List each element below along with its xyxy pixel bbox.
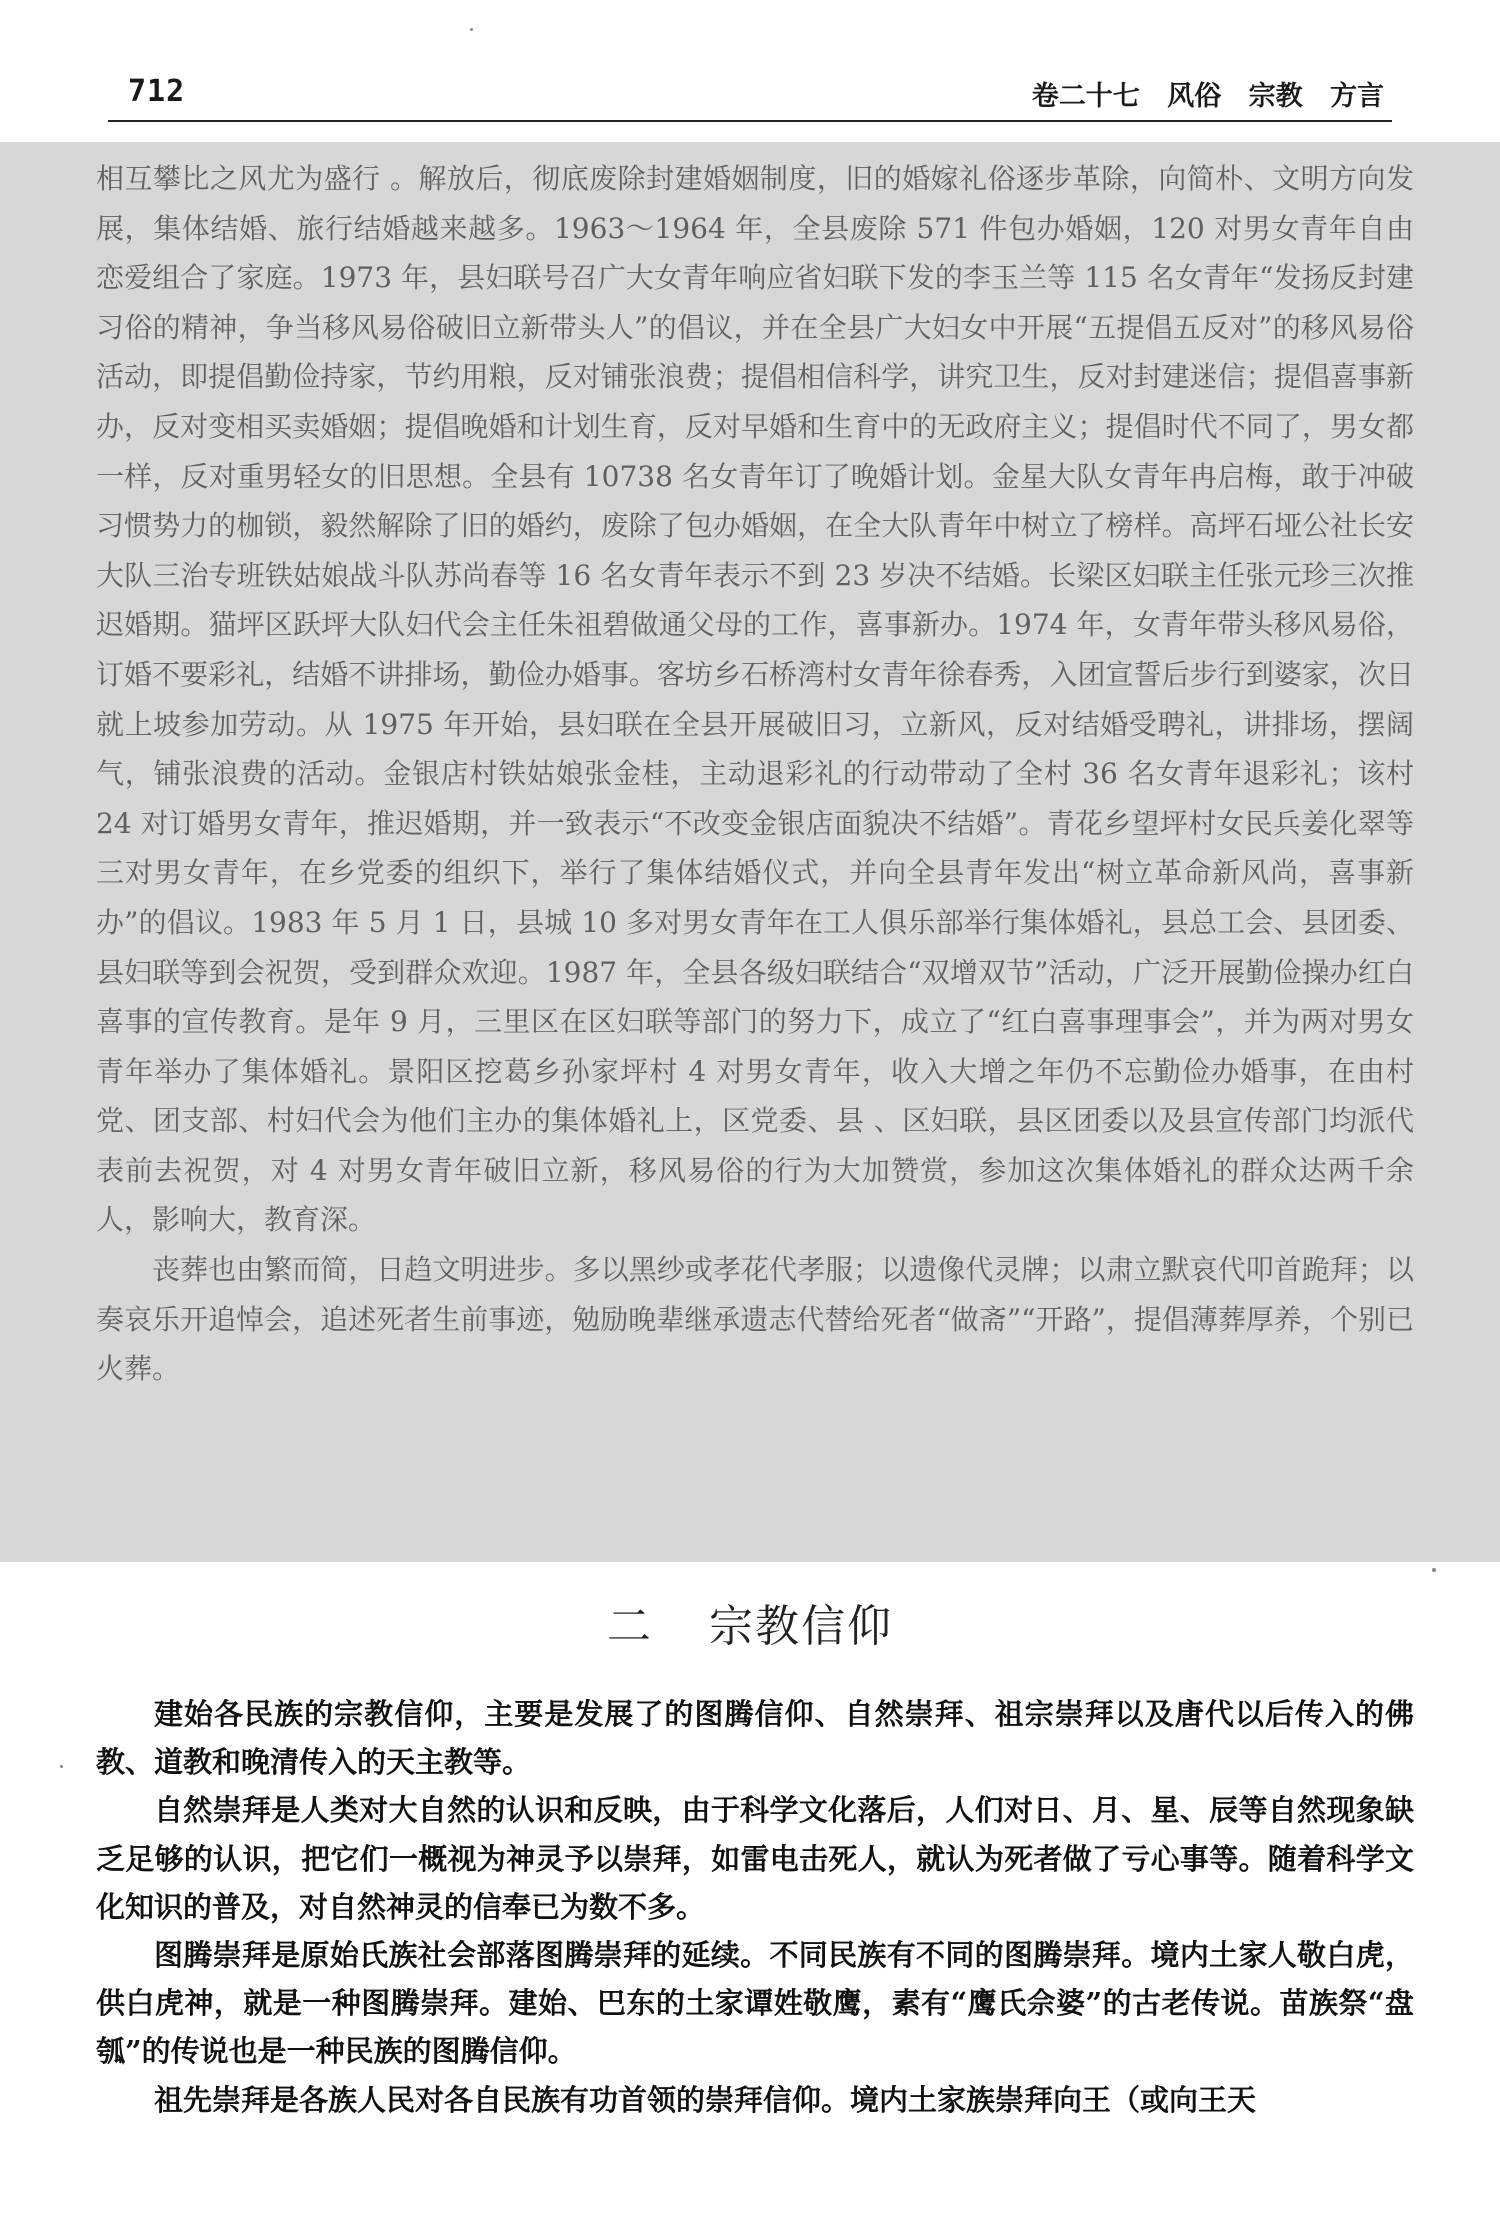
section-heading [0,1590,1500,1654]
shaded-paragraph-marriage: 相互攀比之风尤为盛行 。解放后，彻底废除封建婚姻制度，旧的婚嫁礼俗逐步革除，向简朴、文明方向发展，集体结婚、旅行结婚越来越多。1963～1964 年，全县废除 571 件包办婚姻，120 对男女青年自由恋爱组合了家庭。1973 年，县妇联号召广大女青年响应省妇联下发的李玉兰等 115 名女青年“发扬反封建习俗的精神，争当移风易俗破旧立新带头人”的倡议，并在全县广大妇女中开展“五提倡五反对”的移风易俗活动，即提倡勤俭持家，节约用粮，反对铺张浪费；提倡相信科学，讲究卫生，反对封建迷信；提倡喜事新办，反对变相买卖婚姻；提倡晚婚和计划生育，反对早婚和生育中的无政府主义；提倡时代不同了，男女都一样，反对重男轻女的旧思想。全县有 10738 名女青年订了晚婚计划。金星大队女青年冉启梅，敢于冲破习惯势力的枷锁，毅然解除了旧的婚约，废除了包办婚姻，在全大队青年中树立了榜样。高坪石垭公社长安大队三治专班铁姑娘战斗队苏尚春等 16 名女青年表示不到 23 岁决不结婚。长梁区妇联主任张元珍三次推迟婚期。猫坪区跃坪大队妇代会主任朱祖碧做通父母的工作，喜事新办。1974 年，女青年带头移风易俗，订婚不要彩礼，结婚不讲排场，勤俭办婚事。客坊乡石桥湾村女青年徐春秀，入团宣誓后步行到婆家，次日就上坡参加劳动。从 1975 年开始，县妇联在全县开展破旧习，立新风，反对结婚受聘礼，讲排场，摆阔气，铺张浪费的活动。金银店村铁姑娘张金桂，主动退彩礼的行动带动了全村 36 名女青年退彩礼；该村 24 对订婚男女青年，推迟婚期，并一致表示“不改变金银店面貌决不结婚”。青花乡望坪村女民兵姜化翠等三对男女青年，在乡党委的组织下，举行了集体结婚仪式，并向全县青年发出“树立革命新风尚，喜事新办”的倡议。1983 年 5 月 1 日，县城 10 多对男女青年在工人俱乐部举行集体婚礼，县总工会、县团委、县妇联等到会祝贺，受到群众欢迎。1987 年，全县各级妇联结合“双增双节”活动，广泛开展勤俭操办红白喜事的宣传教育。是年 9 月，三里区在区妇联等部门的努力下，成立了“红白喜事理事会”，并为两对男女青年举办了集体婚礼。景阳区挖葛乡孙家坪村 4 对男女青年，收入大增之年仍不忘勤俭办婚事，在由村党、团支部、村妇代会为他们主办的集体婚礼上，区党委、县 、区妇联，县区团委以及县宣传部门均派代表前去祝贺，对 4 对男女青年破旧立新，移风易俗的行为大加赞赏，参加这次集体婚礼的群众达两千余人，影响大，教育深。 [96,162,1414,1237]
section-title: 宗教信仰 [709,1601,893,1652]
page-header [108,60,1392,122]
page-number: 712 [128,74,186,109]
shaded-text-block [0,142,1500,1562]
shaded-paragraph-funeral: 丧葬也由繁而简，日趋文明进步。多以黑纱或孝花代孝服；以遗像代灵牌；以肃立默哀代叩首跪拜；以奏哀乐开追悼会，追述死者生前事迹，勉励晚辈继承遗志代替给死者“做斋”“开路”，提倡薄葬厚养，个别已火葬。 [96,1253,1414,1386]
body-paragraph-totem-worship: 图腾崇拜是原始氏族社会部落图腾崇拜的延续。不同民族有不同的图腾崇拜。境内土家人敬白虎，供白虎神，就是一种图腾崇拜。建始、巴东的土家谭姓敬鹰，素有“鹰氏佘婆”的古老传说。苗族祭“盘瓠”的传说也是一种民族的图腾信仰。 [96,1938,1414,2069]
scan-speck [470,28,473,31]
section-number: 二 [607,1601,653,1652]
scan-speck [60,1765,63,1768]
section-body [96,1690,1414,2124]
body-paragraph-intro: 建始各民族的宗教信仰，主要是发展了的图腾信仰、自然崇拜、祖宗崇拜以及唐代以后传入的佛教、道教和晚清传入的天主教等。 [96,1697,1414,1780]
scan-speck [1432,1568,1436,1572]
body-paragraph-nature-worship: 自然崇拜是人类对大自然的认识和反映，由于科学文化落后，人们对日、月、星、辰等自然现象缺乏足够的认识，把它们一概视为神灵予以崇拜，如雷电击死人，就认为死者做了亏心事等。随着科学文化知识的普及，对自然神灵的信奉已为数不多。 [96,1793,1414,1924]
running-head: 卷二十七 风俗 宗教 方言 [1031,81,1384,112]
shaded-text-body [96,154,1414,1394]
body-paragraph-ancestor-worship: 祖先崇拜是各族人民对各自民族有功首领的崇拜信仰。境内土家族崇拜向王（或向王天 [154,2082,1257,2117]
